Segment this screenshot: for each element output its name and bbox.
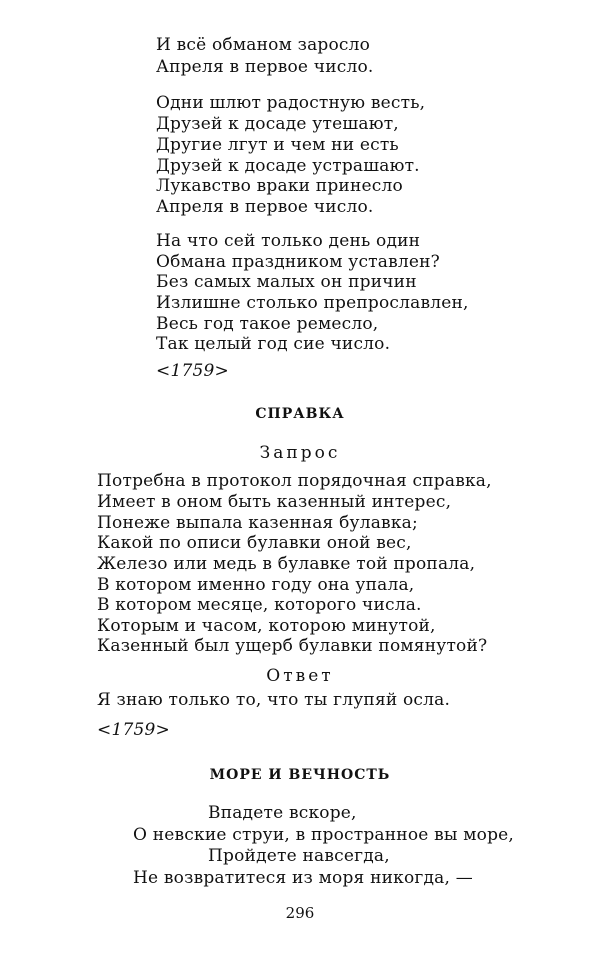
- verse-line: Потребна в протокол порядочная справка,: [97, 471, 492, 491]
- verse-line: Впадете вскоре,: [208, 803, 357, 823]
- verse-line: Излишне столько препрославлен,: [156, 293, 469, 313]
- verse-line: Я знаю только то, что ты глупяй осла.: [97, 690, 451, 710]
- verse-line: Так целый год сие число.: [156, 334, 391, 354]
- verse-line: Апреля в первое число.: [156, 57, 374, 77]
- verse-line: В котором месяце, которого числа.: [97, 595, 422, 615]
- verse-line: Какой по описи булавки оной вес,: [97, 533, 412, 553]
- verse-line: Апреля в первое число.: [156, 197, 374, 217]
- page-number: 296: [285, 904, 315, 922]
- poem-title: МОРЕ И ВЕЧНОСТЬ: [209, 767, 391, 783]
- poem-date: <1759>: [97, 720, 170, 740]
- section-title: Ответ: [266, 666, 334, 686]
- poem-date: <1759>: [156, 361, 229, 381]
- verse-line: Железо или медь в булавке той пропала,: [97, 554, 476, 574]
- verse-line: Другие лгут и чем ни есть: [156, 135, 399, 155]
- verse-line: Пройдете навсегда,: [208, 846, 390, 866]
- verse-line: О невские струи, в пространное вы море,: [133, 825, 515, 845]
- verse-line: Не возвратитеся из моря никогда, —: [133, 868, 473, 888]
- verse-line: Без самых малых он причин: [156, 272, 417, 292]
- verse-line: Друзей к досаде устрашают.: [156, 156, 420, 176]
- verse-line: На что сей только день один: [156, 231, 421, 251]
- verse-line: Весь год такое ремесло,: [156, 314, 379, 334]
- verse-line: Которым и часом, которою минутой,: [97, 616, 436, 636]
- verse-line: Понеже выпала казенная булавка;: [97, 513, 418, 533]
- verse-line: Одни шлют радостную весть,: [156, 93, 426, 113]
- verse-line: Имеет в оном быть казенный интерес,: [97, 492, 452, 512]
- verse-line: Лукавство враки принесло: [156, 176, 403, 196]
- verse-line: Казенный был ущерб булавки помянутой?: [97, 636, 488, 656]
- verse-line: Друзей к досаде утешают,: [156, 114, 399, 134]
- verse-line: Обмана праздником уставлен?: [156, 252, 440, 272]
- verse-line: В котором именно году она упала,: [97, 575, 415, 595]
- verse-line: И всё обманом заросло: [156, 35, 371, 55]
- poem-title: СПРАВКА: [255, 406, 345, 422]
- section-title: Запрос: [259, 443, 341, 463]
